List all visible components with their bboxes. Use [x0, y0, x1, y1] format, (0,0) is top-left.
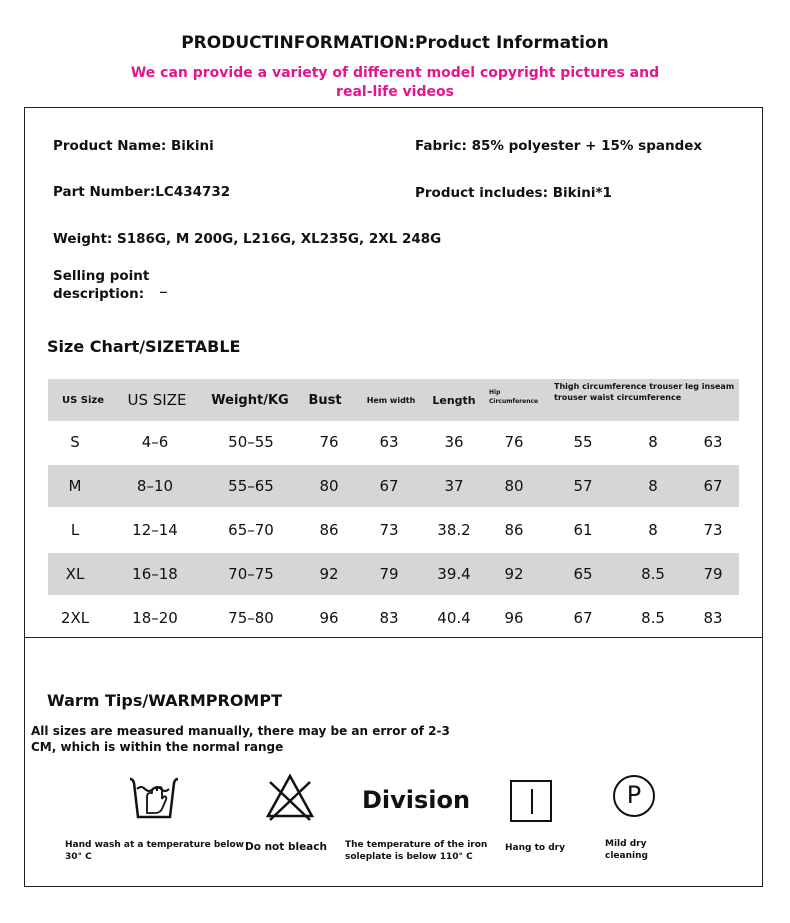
- product-includes: Product includes: Bikini*1: [415, 185, 612, 201]
- table-cell: M: [68, 477, 82, 495]
- fabric: Fabric: 85% polyester + 15% spandex: [415, 138, 703, 154]
- size-table-header: [48, 379, 739, 421]
- table-cell: 96: [504, 609, 524, 627]
- copyright-notice-line2: real-life videos: [336, 84, 454, 100]
- table-cell: 67: [573, 609, 593, 627]
- table-cell: 36: [444, 433, 464, 451]
- table-cell: 67: [703, 477, 723, 495]
- table-cell: 76: [319, 433, 339, 451]
- table-cell: 92: [319, 565, 339, 583]
- table-cell: 12–14: [132, 521, 178, 539]
- table-cell: 8: [648, 433, 658, 451]
- header-bust: Bust: [308, 392, 342, 408]
- table-cell: 63: [379, 433, 399, 451]
- product-name: Product Name: Bikini: [53, 138, 214, 154]
- header-hip-line2: Circumference: [489, 398, 539, 405]
- header-us-size: US Size: [61, 394, 105, 406]
- table-cell: 8.5: [641, 609, 665, 627]
- selling-point-label: [53, 267, 149, 303]
- hang-dry-icon-line: [531, 789, 533, 814]
- copyright-notice: [0, 64, 790, 102]
- table-cell: 40.4: [437, 609, 471, 627]
- table-row: [48, 597, 739, 639]
- table-cell: 80: [319, 477, 339, 495]
- selling-point-label-line1: Selling point: [53, 268, 150, 284]
- header-hip-line1: Hip: [489, 389, 501, 396]
- hang-dry-caption: Hang to dry: [505, 843, 565, 853]
- table-cell: 16–18: [132, 565, 178, 583]
- table-cell: 18–20: [132, 609, 178, 627]
- table-cell: 76: [504, 433, 524, 451]
- table-cell: 86: [504, 521, 524, 539]
- table-cell: 39.4: [437, 565, 471, 583]
- do-not-bleach-icon: [265, 772, 315, 822]
- dry-clean-icon: P: [613, 775, 655, 817]
- table-cell: 63: [703, 433, 723, 451]
- table-cell: 79: [379, 565, 399, 583]
- header-length: Length: [432, 393, 476, 407]
- table-cell: 8: [648, 521, 658, 539]
- table-row: [48, 421, 739, 463]
- table-cell: 70–75: [228, 565, 274, 583]
- hand-wash-caption-line2: 30° C: [65, 852, 92, 862]
- warm-tips-line1: All sizes are measured manually, there may be an error of 2-3: [31, 724, 450, 738]
- table-row: [48, 553, 739, 595]
- table-cell: 37: [444, 477, 464, 495]
- page-title: PRODUCTINFORMATION:Product Information: [181, 33, 609, 53]
- hand-wash-caption: [65, 839, 244, 863]
- iron-temperature-label: Division: [362, 786, 471, 814]
- table-cell: 4–6: [141, 433, 169, 451]
- table-cell: 8–10: [136, 477, 174, 495]
- hand-wash-caption-line1: Hand wash at a temperature below: [65, 840, 244, 850]
- table-cell: 65–70: [228, 521, 274, 539]
- header-long-line1: Thigh circumference trouser leg inseam: [554, 382, 735, 391]
- no-bleach-caption: Do not bleach: [245, 841, 327, 853]
- table-cell: 55: [573, 433, 593, 451]
- table-cell: 2XL: [60, 609, 90, 627]
- table-cell: 55–65: [228, 477, 274, 495]
- table-cell: 8: [648, 477, 658, 495]
- hang-dry-icon: [510, 780, 552, 822]
- copyright-notice-line1: We can provide a variety of different model copyright pictures and: [130, 65, 660, 81]
- header-long: [554, 381, 734, 403]
- warm-tips-text: [31, 723, 450, 755]
- size-chart-title: Size Chart/SIZETABLE: [47, 337, 241, 356]
- table-cell: 61: [573, 521, 593, 539]
- table-cell: 73: [703, 521, 723, 539]
- table-cell: 57: [573, 477, 593, 495]
- iron-caption: [345, 839, 487, 863]
- selling-point-label-line2: description:: [53, 286, 145, 302]
- table-cell: 75–80: [228, 609, 274, 627]
- table-cell: L: [70, 521, 80, 539]
- table-row: [48, 465, 739, 507]
- hand-wash-icon: [128, 775, 180, 821]
- table-cell: 92: [504, 565, 524, 583]
- table-row: [48, 509, 739, 551]
- table-cell: 67: [379, 477, 399, 495]
- table-cell: 38.2: [437, 521, 471, 539]
- warm-tips-title: Warm Tips/WARMPROMPT: [47, 691, 282, 710]
- table-cell: XL: [65, 565, 85, 583]
- table-cell: 86: [319, 521, 339, 539]
- header-hip: [489, 388, 538, 406]
- dry-clean-caption-line1: Mild dry: [605, 839, 647, 849]
- weight-info: Weight: S186G, M 200G, L216G, XL235G, 2XL 248G: [53, 231, 442, 247]
- table-cell: 96: [319, 609, 339, 627]
- dry-clean-caption-line2: cleaning: [605, 851, 648, 861]
- table-cell: 50–55: [228, 433, 274, 451]
- table-cell: 8.5: [641, 565, 665, 583]
- table-cell: S: [70, 433, 80, 451]
- table-cell: 83: [703, 609, 723, 627]
- dry-clean-caption: [605, 838, 648, 862]
- header-long-line2: trouser waist circumference: [554, 393, 682, 402]
- table-cell: 79: [703, 565, 723, 583]
- table-cell: 80: [504, 477, 524, 495]
- header-hem-width: Hem width: [366, 395, 416, 405]
- part-number: Part Number:LC434732: [53, 184, 231, 200]
- iron-caption-line1: The temperature of the iron: [345, 840, 488, 850]
- selling-point-value: _: [160, 278, 167, 294]
- warm-tips-line2: CM, which is within the normal range: [31, 740, 284, 754]
- table-cell: 83: [379, 609, 399, 627]
- header-us-size-range: US SIZE: [127, 391, 187, 409]
- header-weight: Weight/KG: [211, 392, 289, 408]
- table-cell: 73: [379, 521, 399, 539]
- table-cell: 65: [573, 565, 593, 583]
- iron-caption-line2: soleplate is below 110° C: [345, 852, 473, 862]
